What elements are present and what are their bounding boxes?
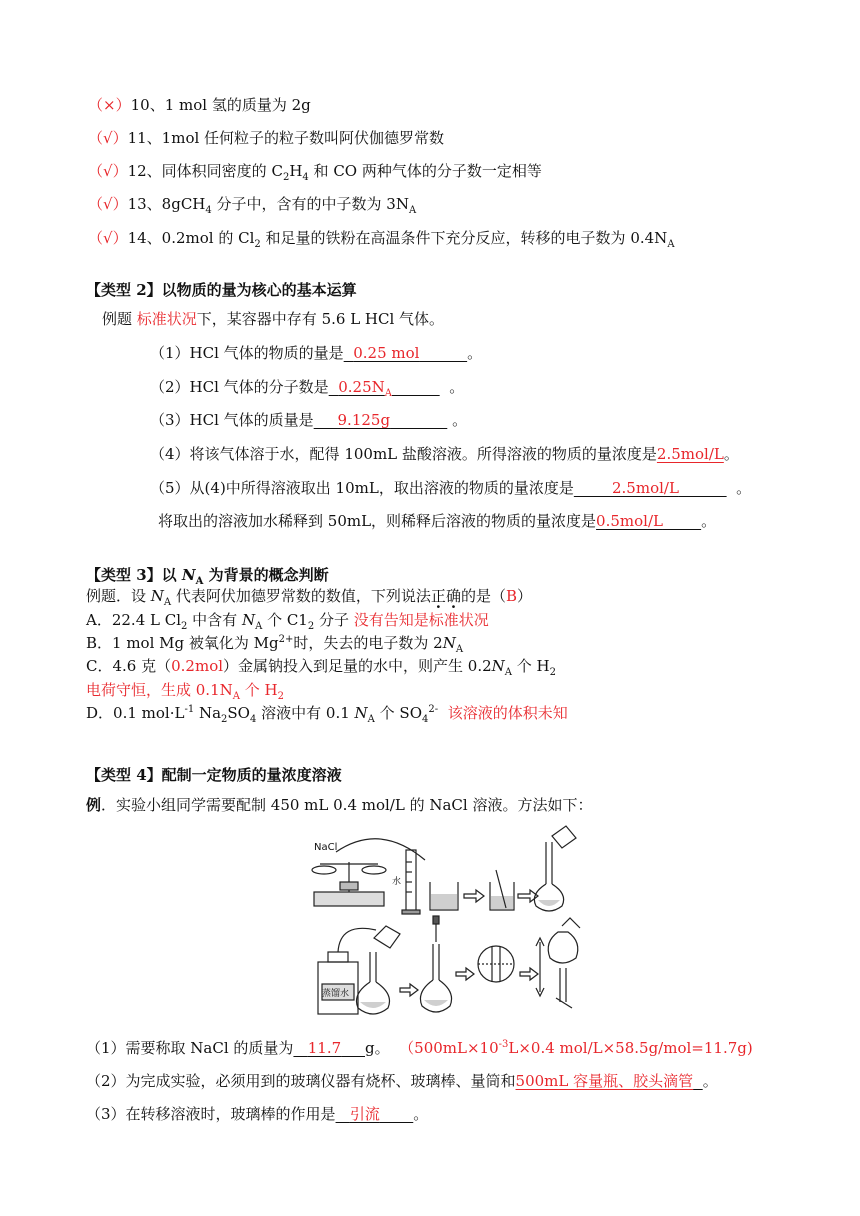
- type4-q1: （1）需要称取 NaCl 的质量为 11.7 g。 （$500mL\times 10^{-3}L\times 0.4$ mol/L×58.5g/mol=11.7g): [86, 1039, 753, 1057]
- type2-heading: 【类型 2】以物质的量为核心的基本运算: [86, 281, 357, 299]
- type3-heading: 【类型 3】以 $N_A$ 为背景的概念判断: [86, 566, 329, 587]
- filling-flask-icon: [357, 926, 401, 1014]
- tf-item-11: （√）11、1mol 任何粒子的粒子数叫阿伏伽德罗常数: [88, 129, 445, 147]
- type2-q6: 将取出的溶液加水稀释到 50mL，则稀释后溶液的物质的量浓度是0.5mol/L 。: [158, 512, 717, 530]
- stirring-beaker-icon: [490, 870, 514, 910]
- dropper-flask-icon: [420, 916, 451, 1012]
- type2-q2: （2）HCl 气体的分子数是 $0.25N_A$ 。: [150, 378, 465, 399]
- beaker-icon: [430, 882, 458, 910]
- wash-bottle-icon: [318, 928, 376, 1014]
- tf-item-14: （√）14、0.2mol 的 $Cl_2$ 和足量的铁粉在高温条件下充分反应，转移的电子数为 $0.4N_A$: [88, 229, 675, 250]
- apparatus-figure: [300, 822, 600, 1022]
- tf-item-13: （√）13、8gCH$_4$ 分子中，含有的中子数为 $3N_A$: [88, 195, 417, 216]
- meniscus-view-icon: [478, 946, 514, 982]
- distilled-water-label: 蒸馏水: [322, 989, 350, 999]
- type4-q2: （2）为完成实验，必须用到的玻璃仪器有烧杯、玻璃棒、量筒和500mL 容量瓶、胶头滴管 。: [86, 1072, 718, 1090]
- balance-icon: [312, 862, 386, 906]
- type3-option-b: B．1 mol Mg 被氧化为 $Mg^{2+}$时，失去的电子数为 $2N_A$: [86, 634, 464, 655]
- type3-option-d: D．0.1 $mol\cdot L^{-1}$ $Na_2SO_4$ 溶液中有 0.1 $N_A$ 个 $SO_4^{2-}$ 该溶液的体积未知: [86, 704, 568, 725]
- type3-option-c-note: 电荷守恒，生成 $0.1N_A$ 个 $H_2$: [86, 681, 284, 702]
- type2-q3: （3）HCl 气体的质量是 9.125g 。: [150, 411, 468, 429]
- type4-stem: 例．实验小组同学需要配制 450 mL 0.4 mol/L 的 NaCl 溶液。方法如下：: [86, 796, 593, 814]
- volumetric-flask-icon: [534, 826, 576, 911]
- type2-q5: （5）从(4)中所得溶液取出 10mL，取出溶液的物质的量浓度是 2.5mol/L 。: [150, 479, 752, 497]
- type2-q1: （1）HCl 气体的物质的量是 0.25 mol 。: [150, 344, 483, 362]
- type3-option-a: A．22.4 L $Cl_2$ 中含有 $N_A$ 个 $C1_2$ 分子 没有告知是标准状况: [86, 611, 489, 632]
- type3-option-c: C．4.6 克（0.2mol）金属钠投入到足量的水中，则产生 $0.2N_A$ 个 $H_2$: [86, 657, 557, 678]
- tf-item-12: （√）12、同体积同密度的 $C_2H_4$ 和 CO 两种气体的分子数一定相等: [88, 162, 542, 183]
- type2-example: 例题 标准状况下，某容器中存有 5.6 L HCl 气体。: [102, 310, 445, 328]
- tf-item-10: （×）10、1 mol 氢的质量为 2g: [88, 96, 311, 114]
- water-label: 水: [392, 877, 402, 887]
- type2-q4: （4）将该气体溶于水，配得 100mL 盐酸溶液。所得溶液的物质的量浓度是2.5mol/L。: [150, 445, 739, 463]
- inverting-flask-icon: [536, 918, 580, 1008]
- type4-q3: （3）在转移溶液时，玻璃棒的作用是 引流 。: [86, 1105, 429, 1123]
- graduated-cylinder-icon: [402, 850, 420, 914]
- type4-heading: 【类型 4】配制一定物质的量浓度溶液: [86, 766, 342, 784]
- nacl-label: NaCl: [314, 842, 338, 853]
- type3-stem: 例题．设 $N_A$ 代表阿伏加德罗常数的数值，下列说法正确的是（B）: [86, 587, 533, 608]
